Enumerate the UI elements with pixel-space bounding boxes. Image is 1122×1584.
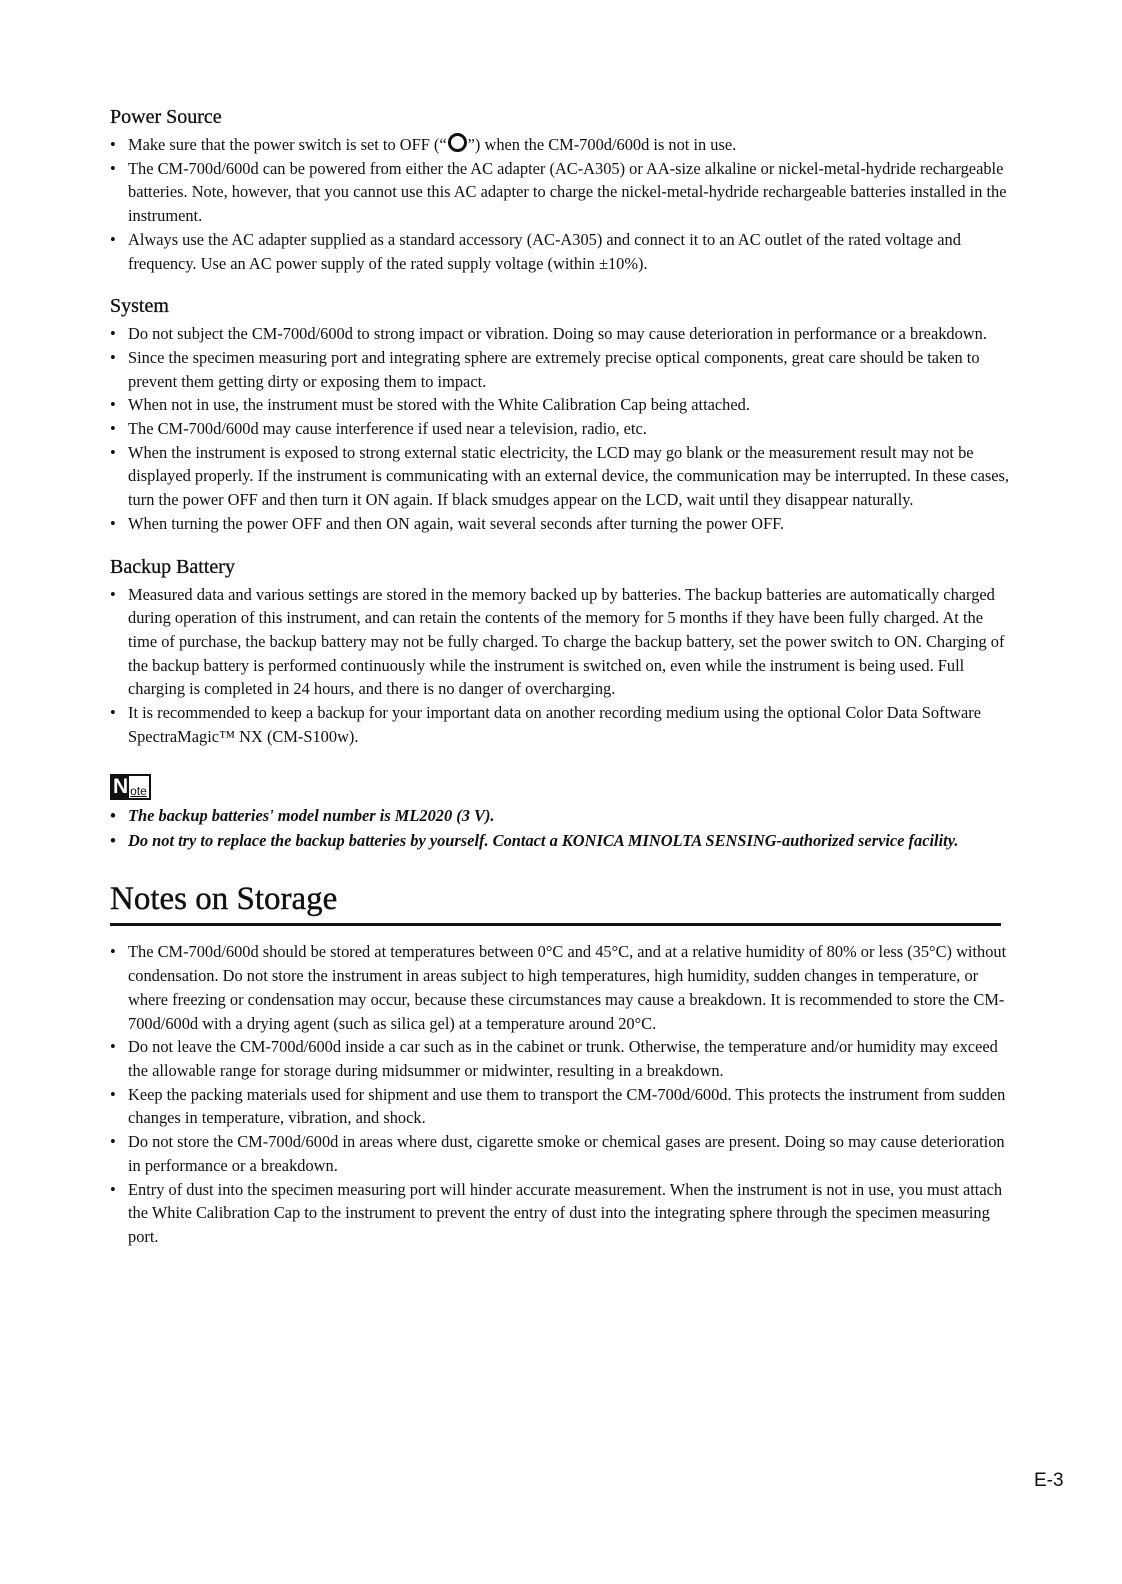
backup-battery-heading: Backup Battery — [110, 555, 235, 578]
list-item-text: ”) when the CM-700d/600d is not in use. — [467, 135, 737, 154]
list-item: • When turning the power OFF and then ON again, wait several seconds after turning the power OFF. — [110, 512, 1010, 536]
system-section — [110, 293, 1010, 535]
list-item: • Do not subject the CM-700d/600d to strong impact or vibration. Doing so may cause deterioration in performance or a breakdown. — [110, 322, 1010, 346]
title-divider — [110, 923, 1001, 926]
page-title: Notes on Storage — [110, 881, 338, 918]
list-item: • Since the specimen measuring port and integrating sphere are extremely precise optical components, great care should be taken to prevent them getting dirty or exposing them to impact. — [110, 346, 1010, 393]
power-source-section — [110, 104, 1010, 275]
list-item: • Do not store the CM-700d/600d in areas where dust, cigarette smoke or chemical gases are present. Doing so may cause deterioration in performance or a breakdown. — [110, 1130, 1010, 1177]
power-source-list — [110, 133, 1010, 275]
list-item: • Do not leave the CM-700d/600d inside a car such as in the cabinet or trunk. Otherwise, the temperature and/or humidity may exceed the allowable range for storage during midsummer or midwinter, resulting in a breakdown. — [110, 1035, 1010, 1082]
list-item: • It is recommended to keep a backup for your important data on another recording medium using the optional Color Data Software SpectraMagic™ NX (CM-S100w). — [110, 701, 1010, 748]
system-heading: System — [110, 295, 169, 318]
storage-list — [110, 940, 1010, 1248]
system-list — [110, 322, 1010, 535]
note-list — [110, 803, 1010, 853]
list-item: • The backup batteries' model number is ML2020 (3 V). — [110, 803, 1010, 828]
list-item: • When the instrument is exposed to strong external static electricity, the LCD may go blank or the measurement result may not be displayed properly. If the instrument is communicating with an external device, the communication may be interrupted. In these cases, turn the power OFF and then turn it ON again. If black smudges appear on the LCD, wait until they disappear naturally. — [110, 441, 1010, 512]
list-item: • The CM-700d/600d may cause interference if used near a television, radio, etc. — [110, 417, 1010, 441]
note-icon — [110, 774, 151, 800]
note-icon-suffix: ote — [130, 784, 147, 799]
list-item: • When not in use, the instrument must be stored with the White Calibration Cap being attached. — [110, 393, 1010, 417]
backup-battery-section — [110, 554, 1010, 749]
list-item: • The CM-700d/600d can be powered from either the AC adapter (AC-A305) or AA-size alkaline or nickel-metal-hydride rechargeable batteries. Note, however, that you cannot use this AC adapter to charge the nickel-metal-hydride rechargeable batteries installed in the instrument. — [110, 157, 1010, 228]
backup-battery-list — [110, 583, 1010, 749]
list-item: • Always use the AC adapter supplied as a standard accessory (AC-A305) and connect it to an AC outlet of the rated voltage and frequency. Use an AC power supply of the rated supply voltage (within ±10%). — [110, 228, 1010, 275]
list-item: • Entry of dust into the specimen measuring port will hinder accurate measurement. When the instrument is not in use, you must attach the White Calibration Cap to the instrument to prevent the entry of dust into the integrating sphere through the specimen measuring port. — [110, 1178, 1010, 1249]
manual-page — [110, 104, 1010, 1249]
list-item: • Do not try to replace the backup batteries by yourself. Contact a KONICA MINOLTA SENSING-authorized service facility. — [110, 828, 1010, 853]
note-block — [110, 774, 1010, 853]
note-icon-letter: N — [113, 775, 129, 799]
power-off-circle-icon — [448, 133, 467, 152]
list-item-text: Make sure that the power switch is set to OFF (“ — [128, 135, 447, 154]
list-item — [110, 133, 1010, 157]
list-item: • Keep the packing materials used for shipment and use them to transport the CM-700d/600d. This protects the instrument from sudden changes in temperature, vibration, and shock. — [110, 1083, 1010, 1130]
list-item: • Measured data and various settings are stored in the memory backed up by batteries. The backup batteries are automatically charged during operation of this instrument, and can retain the contents of the memory for 5 months if they have been fully charged. At the time of purchase, the backup battery may not be fully charged. To charge the backup battery, set the power switch to ON. Charging of the backup battery is performed continuously while the instrument is switched on, even while the instrument is being used. Full charging is completed in 24 hours, and there is no danger of overcharging. — [110, 583, 1010, 702]
power-source-heading: Power Source — [110, 106, 222, 128]
list-item: • The CM-700d/600d should be stored at temperatures between 0°C and 45°C, and at a relative humidity of 80% or less (35°C) without condensation. Do not store the instrument in areas subject to high temperatures, high humidity, sudden changes in temperature, or where freezing or condensation may occur, because these circumstances may cause a breakdown. It is recommended to store the CM-700d/600d with a drying agent (such as silica gel) at a temperature around 20°C. — [110, 940, 1010, 1035]
page-number: E-3 — [1034, 1470, 1064, 1491]
